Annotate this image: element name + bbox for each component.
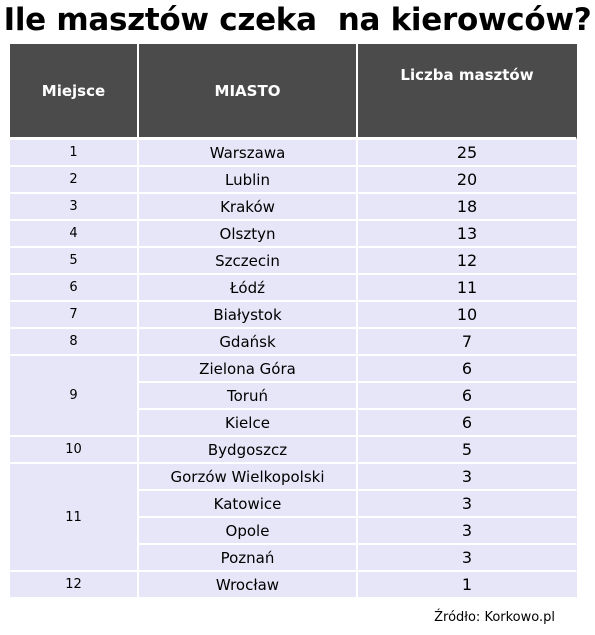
count-cell: 3 [358,491,577,518]
table-row [10,572,577,599]
city-cell: Toruń [139,383,358,410]
count-cell: 5 [358,437,577,464]
page-title: Ile masztów czeka na kierowców? [3,2,592,38]
count-cell: 13 [358,221,577,248]
city-cell: Lublin [139,167,358,194]
city-cell: Łódź [139,275,358,302]
column-header-count: Liczba masztów [358,44,577,140]
city-cell: Bydgoszcz [139,437,358,464]
rank-cell: 12 [10,572,139,599]
table-row [10,356,577,383]
table-row [10,194,577,221]
rank-cell: 10 [10,437,139,464]
ranking-table [10,44,577,599]
ranking-table-container [10,44,577,599]
table-row [10,437,577,464]
city-cell: Gorzów Wielkopolski [139,464,358,491]
city-cell: Gdańsk [139,329,358,356]
table-row [10,140,577,167]
city-cell: Wrocław [139,572,358,599]
table-row [10,302,577,329]
city-cell: Szczecin [139,248,358,275]
count-cell: 10 [358,302,577,329]
rank-cell: 11 [10,464,139,572]
city-cell: Warszawa [139,140,358,167]
count-cell: 3 [358,518,577,545]
count-cell: 20 [358,167,577,194]
count-cell: 6 [358,410,577,437]
rank-cell: 9 [10,356,139,437]
city-cell: Białystok [139,302,358,329]
city-cell: Zielona Góra [139,356,358,383]
count-cell: 6 [358,356,577,383]
rank-cell: 6 [10,275,139,302]
table-row [10,248,577,275]
city-cell: Kraków [139,194,358,221]
table-row [10,329,577,356]
count-cell: 7 [358,329,577,356]
city-cell: Poznań [139,545,358,572]
table-header [10,44,577,140]
table-row [10,275,577,302]
rank-cell: 1 [10,140,139,167]
table-row [10,221,577,248]
count-cell: 6 [358,383,577,410]
count-cell: 11 [358,275,577,302]
count-cell: 25 [358,140,577,167]
city-cell: Olsztyn [139,221,358,248]
header-row [10,44,577,140]
count-cell: 3 [358,545,577,572]
column-header-rank: Miejsce [10,44,139,140]
city-cell: Kielce [139,410,358,437]
rank-cell: 2 [10,167,139,194]
source-note: Źródło: Korkowo.pl [434,610,555,625]
count-cell: 1 [358,572,577,599]
city-cell: Katowice [139,491,358,518]
column-header-city: MIASTO [139,44,358,140]
rank-cell: 7 [10,302,139,329]
count-cell: 12 [358,248,577,275]
table-row [10,464,577,491]
count-cell: 3 [358,464,577,491]
table-row [10,167,577,194]
rank-cell: 4 [10,221,139,248]
count-cell: 18 [358,194,577,221]
rank-cell: 5 [10,248,139,275]
rank-cell: 3 [10,194,139,221]
table-body [10,140,577,599]
city-cell: Opole [139,518,358,545]
rank-cell: 8 [10,329,139,356]
